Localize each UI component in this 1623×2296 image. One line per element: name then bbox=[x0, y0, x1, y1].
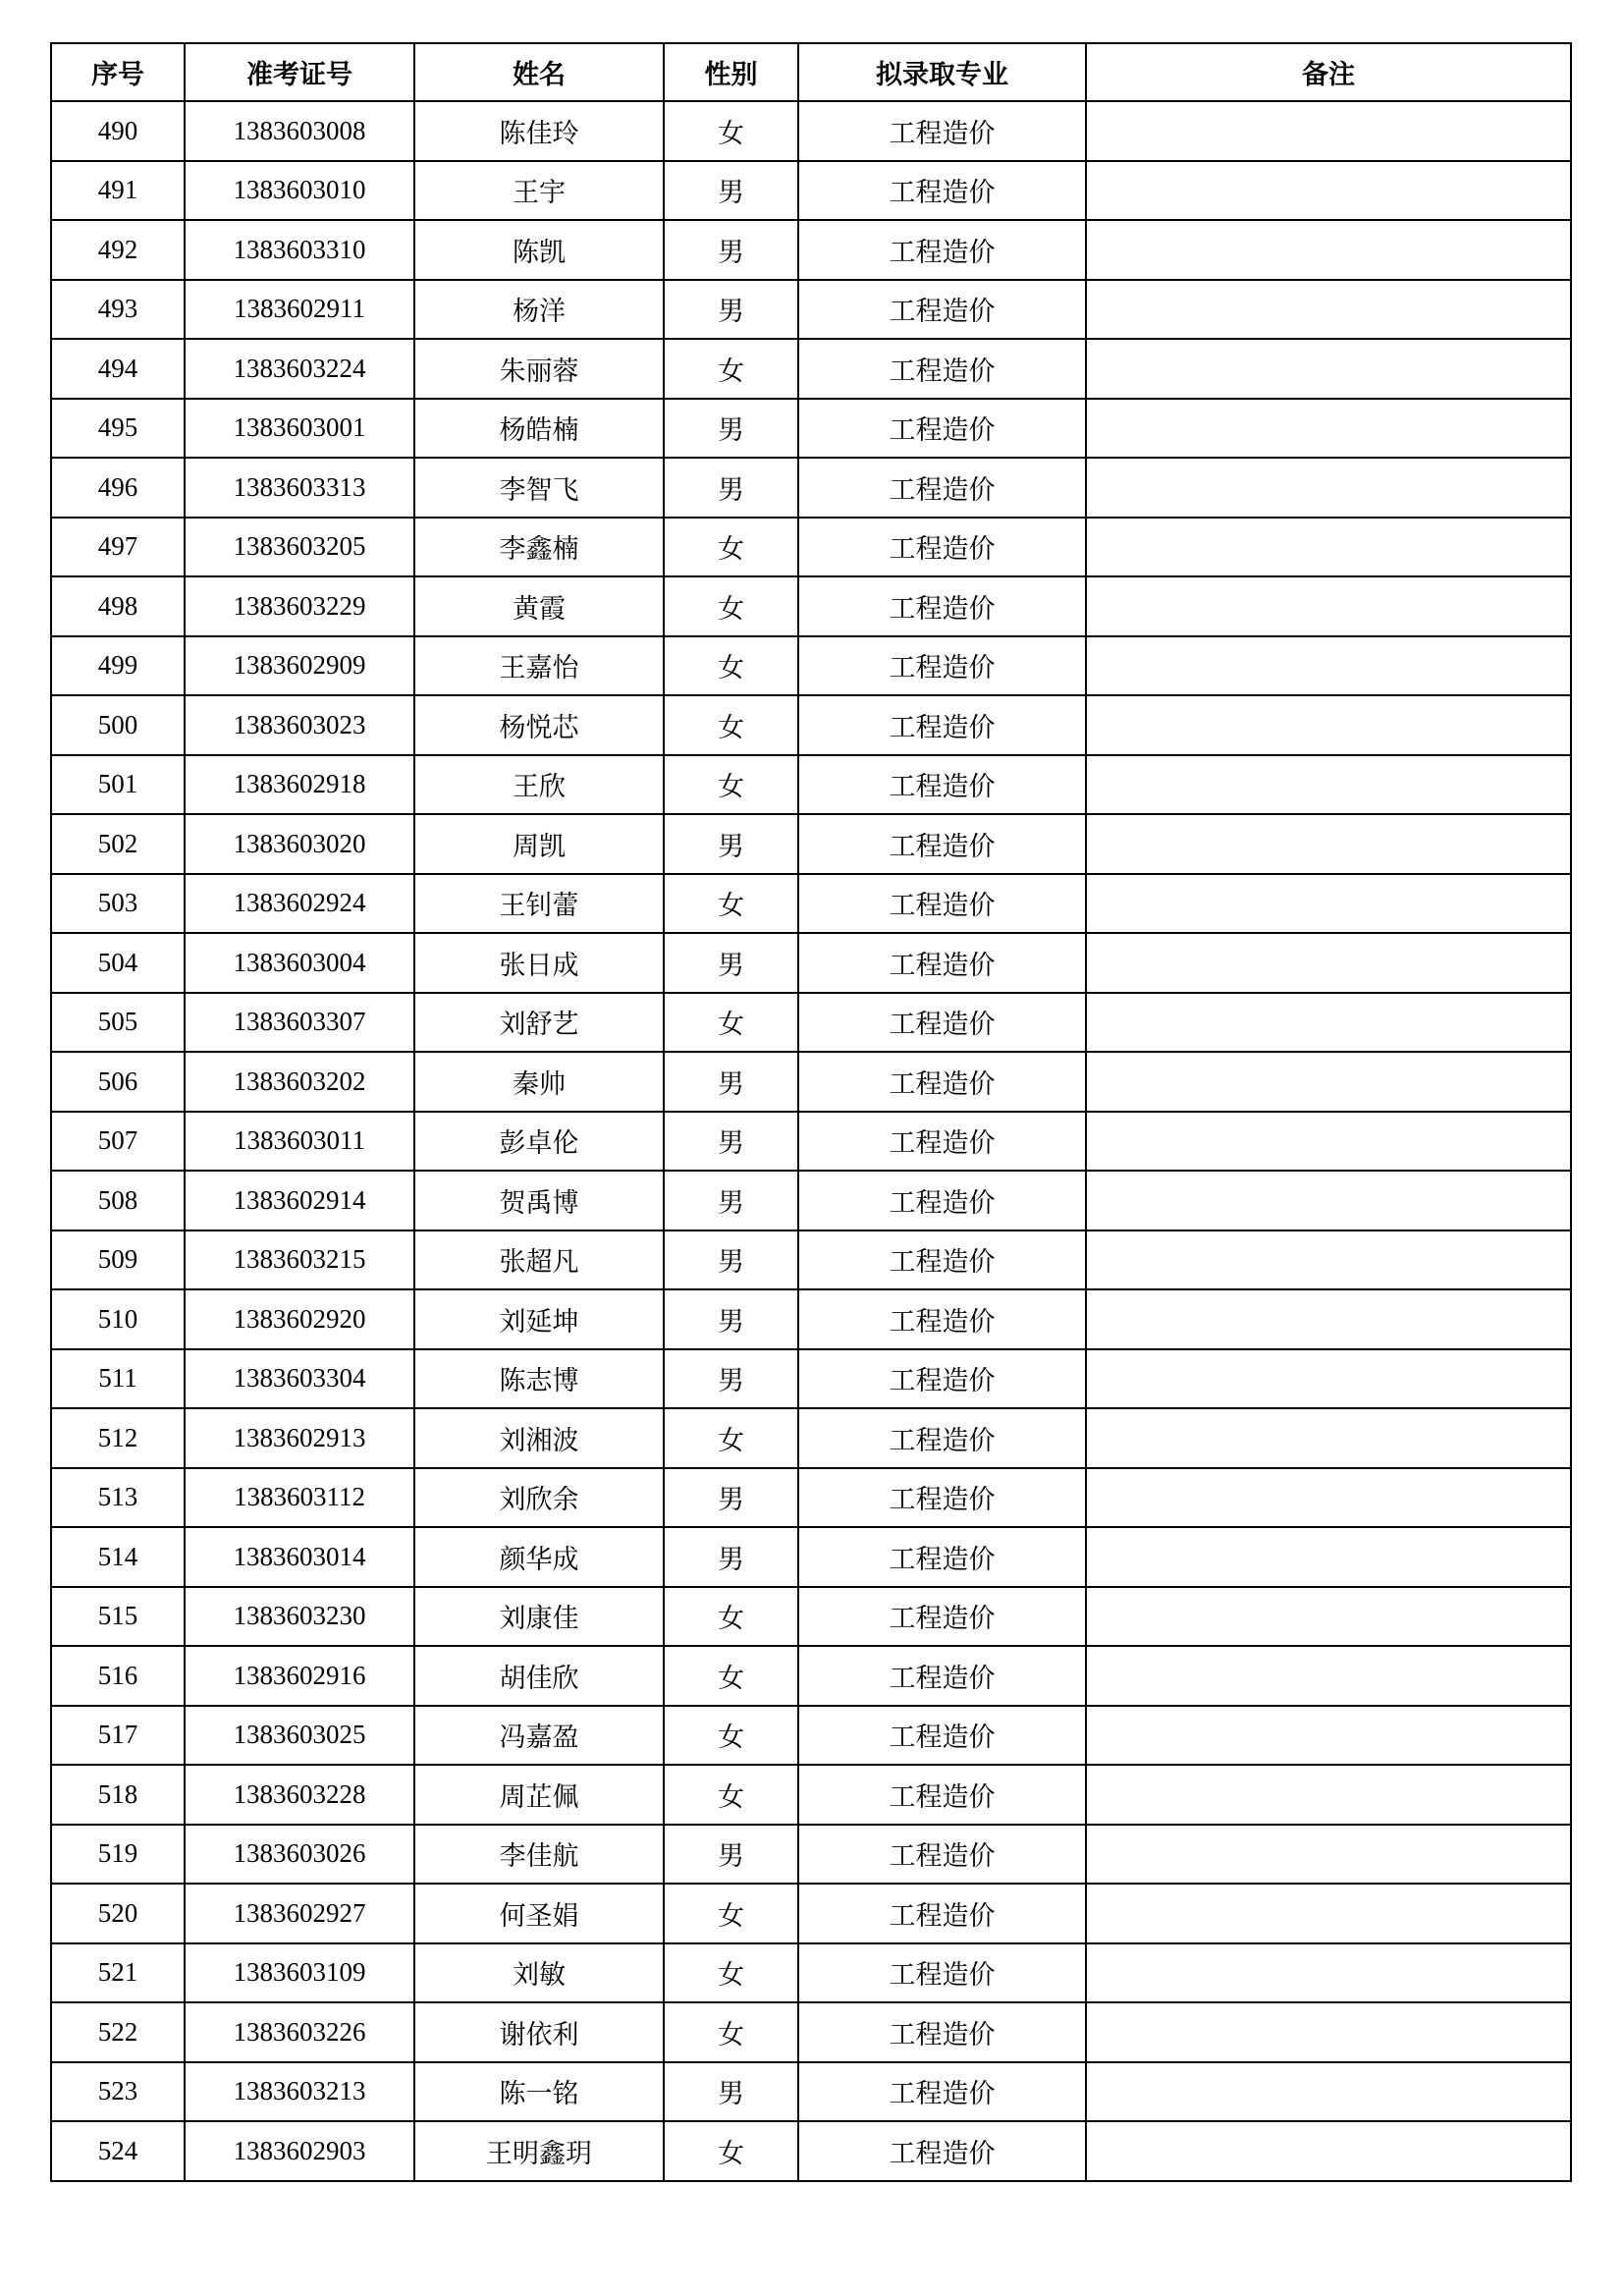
table-row bbox=[51, 1289, 1571, 1349]
cell-serial-no: 506 bbox=[51, 1052, 185, 1112]
cell-serial-no: 495 bbox=[51, 399, 185, 459]
cell-gender: 女 bbox=[664, 101, 798, 161]
cell-major: 工程造价 bbox=[798, 695, 1086, 755]
cell-name: 刘康佳 bbox=[414, 1587, 664, 1647]
cell-serial-no: 517 bbox=[51, 1706, 185, 1766]
table-row bbox=[51, 755, 1571, 815]
cell-serial-no: 521 bbox=[51, 1943, 185, 2003]
cell-serial-no: 513 bbox=[51, 1468, 185, 1528]
cell-major: 工程造价 bbox=[798, 458, 1086, 518]
cell-note bbox=[1086, 755, 1571, 815]
cell-name: 王宇 bbox=[414, 161, 664, 221]
cell-major: 工程造价 bbox=[798, 339, 1086, 399]
cell-major: 工程造价 bbox=[798, 1943, 1086, 2003]
cell-gender: 女 bbox=[664, 1765, 798, 1825]
cell-exam-id: 1383602911 bbox=[185, 280, 414, 340]
cell-major: 工程造价 bbox=[798, 1349, 1086, 1409]
cell-name: 杨洋 bbox=[414, 280, 664, 340]
cell-exam-id: 1383603215 bbox=[185, 1230, 414, 1290]
cell-name: 杨悦芯 bbox=[414, 695, 664, 755]
cell-major: 工程造价 bbox=[798, 220, 1086, 280]
cell-gender: 女 bbox=[664, 1706, 798, 1766]
cell-exam-id: 1383602913 bbox=[185, 1408, 414, 1468]
table-row bbox=[51, 814, 1571, 874]
cell-serial-no: 498 bbox=[51, 576, 185, 636]
cell-name: 周凯 bbox=[414, 814, 664, 874]
table-row bbox=[51, 1468, 1571, 1528]
cell-serial-no: 490 bbox=[51, 101, 185, 161]
cell-name: 颜华成 bbox=[414, 1527, 664, 1587]
cell-name: 陈一铭 bbox=[414, 2062, 664, 2122]
cell-name: 谢依利 bbox=[414, 2002, 664, 2062]
table-row bbox=[51, 1765, 1571, 1825]
table-row bbox=[51, 1052, 1571, 1112]
cell-serial-no: 503 bbox=[51, 874, 185, 934]
table-row bbox=[51, 933, 1571, 993]
cell-gender: 女 bbox=[664, 993, 798, 1053]
cell-exam-id: 1383603226 bbox=[185, 2002, 414, 2062]
cell-gender: 男 bbox=[664, 933, 798, 993]
table-body bbox=[51, 101, 1571, 2181]
cell-exam-id: 1383603008 bbox=[185, 101, 414, 161]
header-exam-id: 准考证号 bbox=[185, 43, 414, 101]
cell-note bbox=[1086, 1527, 1571, 1587]
cell-name: 朱丽蓉 bbox=[414, 339, 664, 399]
cell-exam-id: 1383603307 bbox=[185, 993, 414, 1053]
cell-note bbox=[1086, 1587, 1571, 1647]
cell-serial-no: 516 bbox=[51, 1646, 185, 1706]
table-row bbox=[51, 220, 1571, 280]
cell-note bbox=[1086, 1230, 1571, 1290]
cell-serial-no: 504 bbox=[51, 933, 185, 993]
cell-gender: 女 bbox=[664, 2002, 798, 2062]
cell-gender: 男 bbox=[664, 458, 798, 518]
cell-major: 工程造价 bbox=[798, 1289, 1086, 1349]
cell-major: 工程造价 bbox=[798, 933, 1086, 993]
cell-exam-id: 1383603228 bbox=[185, 1765, 414, 1825]
cell-name: 彭卓伦 bbox=[414, 1112, 664, 1172]
cell-major: 工程造价 bbox=[798, 874, 1086, 934]
cell-exam-id: 1383603014 bbox=[185, 1527, 414, 1587]
cell-major: 工程造价 bbox=[798, 636, 1086, 696]
cell-name: 刘湘波 bbox=[414, 1408, 664, 1468]
cell-major: 工程造价 bbox=[798, 1230, 1086, 1290]
cell-gender: 男 bbox=[664, 399, 798, 459]
header-major: 拟录取专业 bbox=[798, 43, 1086, 101]
cell-exam-id: 1383603109 bbox=[185, 1943, 414, 2003]
cell-major: 工程造价 bbox=[798, 755, 1086, 815]
cell-note bbox=[1086, 636, 1571, 696]
cell-note bbox=[1086, 1052, 1571, 1112]
cell-gender: 男 bbox=[664, 161, 798, 221]
admission-list-table bbox=[50, 42, 1572, 2182]
cell-note bbox=[1086, 518, 1571, 577]
cell-serial-no: 515 bbox=[51, 1587, 185, 1647]
cell-exam-id: 1383603205 bbox=[185, 518, 414, 577]
cell-exam-id: 1383602903 bbox=[185, 2121, 414, 2181]
cell-note bbox=[1086, 220, 1571, 280]
cell-name: 刘敏 bbox=[414, 1943, 664, 2003]
cell-serial-no: 518 bbox=[51, 1765, 185, 1825]
cell-gender: 男 bbox=[664, 1349, 798, 1409]
cell-name: 杨皓楠 bbox=[414, 399, 664, 459]
cell-note bbox=[1086, 1765, 1571, 1825]
cell-serial-no: 524 bbox=[51, 2121, 185, 2181]
cell-gender: 男 bbox=[664, 1527, 798, 1587]
cell-note bbox=[1086, 1408, 1571, 1468]
cell-major: 工程造价 bbox=[798, 161, 1086, 221]
cell-note bbox=[1086, 2121, 1571, 2181]
cell-serial-no: 520 bbox=[51, 1884, 185, 1943]
cell-serial-no: 499 bbox=[51, 636, 185, 696]
cell-major: 工程造价 bbox=[798, 576, 1086, 636]
cell-gender: 男 bbox=[664, 1230, 798, 1290]
table-row bbox=[51, 1943, 1571, 2003]
cell-serial-no: 492 bbox=[51, 220, 185, 280]
cell-name: 秦帅 bbox=[414, 1052, 664, 1112]
cell-serial-no: 510 bbox=[51, 1289, 185, 1349]
header-serial-no: 序号 bbox=[51, 43, 185, 101]
cell-major: 工程造价 bbox=[798, 1052, 1086, 1112]
cell-note bbox=[1086, 339, 1571, 399]
cell-note bbox=[1086, 280, 1571, 340]
cell-note bbox=[1086, 1884, 1571, 1943]
cell-name: 李佳航 bbox=[414, 1825, 664, 1885]
cell-serial-no: 508 bbox=[51, 1171, 185, 1230]
table-header-row bbox=[51, 43, 1571, 101]
header-name: 姓名 bbox=[414, 43, 664, 101]
cell-note bbox=[1086, 1706, 1571, 1766]
cell-note bbox=[1086, 1171, 1571, 1230]
table-row bbox=[51, 1587, 1571, 1647]
cell-gender: 女 bbox=[664, 1943, 798, 2003]
cell-note bbox=[1086, 1646, 1571, 1706]
table-row bbox=[51, 1706, 1571, 1766]
cell-name: 陈凯 bbox=[414, 220, 664, 280]
table-row bbox=[51, 1171, 1571, 1230]
cell-serial-no: 505 bbox=[51, 993, 185, 1053]
cell-note bbox=[1086, 2062, 1571, 2122]
cell-exam-id: 1383603011 bbox=[185, 1112, 414, 1172]
cell-gender: 男 bbox=[664, 1468, 798, 1528]
cell-major: 工程造价 bbox=[798, 280, 1086, 340]
cell-major: 工程造价 bbox=[798, 2121, 1086, 2181]
header-gender: 性别 bbox=[664, 43, 798, 101]
cell-exam-id: 1383602924 bbox=[185, 874, 414, 934]
cell-serial-no: 500 bbox=[51, 695, 185, 755]
cell-major: 工程造价 bbox=[798, 1408, 1086, 1468]
cell-gender: 女 bbox=[664, 1587, 798, 1647]
cell-exam-id: 1383603304 bbox=[185, 1349, 414, 1409]
cell-gender: 男 bbox=[664, 1825, 798, 1885]
cell-exam-id: 1383603112 bbox=[185, 1468, 414, 1528]
cell-major: 工程造价 bbox=[798, 1706, 1086, 1766]
cell-exam-id: 1383602920 bbox=[185, 1289, 414, 1349]
cell-exam-id: 1383603023 bbox=[185, 695, 414, 755]
cell-exam-id: 1383602927 bbox=[185, 1884, 414, 1943]
cell-name: 王钊蕾 bbox=[414, 874, 664, 934]
cell-major: 工程造价 bbox=[798, 1527, 1086, 1587]
cell-note bbox=[1086, 458, 1571, 518]
cell-exam-id: 1383603313 bbox=[185, 458, 414, 518]
cell-major: 工程造价 bbox=[798, 518, 1086, 577]
cell-exam-id: 1383603004 bbox=[185, 933, 414, 993]
cell-gender: 男 bbox=[664, 1052, 798, 1112]
cell-major: 工程造价 bbox=[798, 1171, 1086, 1230]
cell-gender: 女 bbox=[664, 1408, 798, 1468]
cell-name: 张日成 bbox=[414, 933, 664, 993]
cell-serial-no: 514 bbox=[51, 1527, 185, 1587]
cell-serial-no: 507 bbox=[51, 1112, 185, 1172]
table-row bbox=[51, 1527, 1571, 1587]
table-row bbox=[51, 576, 1571, 636]
cell-serial-no: 494 bbox=[51, 339, 185, 399]
cell-name: 刘欣余 bbox=[414, 1468, 664, 1528]
cell-exam-id: 1383603202 bbox=[185, 1052, 414, 1112]
table-row bbox=[51, 695, 1571, 755]
cell-exam-id: 1383603001 bbox=[185, 399, 414, 459]
cell-note bbox=[1086, 695, 1571, 755]
cell-gender: 女 bbox=[664, 339, 798, 399]
cell-major: 工程造价 bbox=[798, 1468, 1086, 1528]
cell-serial-no: 497 bbox=[51, 518, 185, 577]
cell-name: 张超凡 bbox=[414, 1230, 664, 1290]
cell-name: 贺禹博 bbox=[414, 1171, 664, 1230]
cell-major: 工程造价 bbox=[798, 1587, 1086, 1647]
cell-exam-id: 1383603213 bbox=[185, 2062, 414, 2122]
cell-name: 胡佳欣 bbox=[414, 1646, 664, 1706]
cell-major: 工程造价 bbox=[798, 101, 1086, 161]
cell-note bbox=[1086, 2002, 1571, 2062]
cell-gender: 男 bbox=[664, 814, 798, 874]
cell-note bbox=[1086, 101, 1571, 161]
cell-exam-id: 1383602909 bbox=[185, 636, 414, 696]
table-row bbox=[51, 1112, 1571, 1172]
cell-serial-no: 501 bbox=[51, 755, 185, 815]
cell-gender: 女 bbox=[664, 874, 798, 934]
table-row bbox=[51, 2002, 1571, 2062]
cell-serial-no: 522 bbox=[51, 2002, 185, 2062]
table-row bbox=[51, 1349, 1571, 1409]
cell-serial-no: 491 bbox=[51, 161, 185, 221]
cell-note bbox=[1086, 1943, 1571, 2003]
cell-major: 工程造价 bbox=[798, 814, 1086, 874]
table-row bbox=[51, 161, 1571, 221]
cell-note bbox=[1086, 576, 1571, 636]
cell-exam-id: 1383603310 bbox=[185, 220, 414, 280]
table-row bbox=[51, 1884, 1571, 1943]
table-row bbox=[51, 339, 1571, 399]
header-note: 备注 bbox=[1086, 43, 1571, 101]
cell-exam-id: 1383602914 bbox=[185, 1171, 414, 1230]
table-row bbox=[51, 280, 1571, 340]
cell-gender: 女 bbox=[664, 1646, 798, 1706]
cell-name: 周芷佩 bbox=[414, 1765, 664, 1825]
cell-exam-id: 1383603025 bbox=[185, 1706, 414, 1766]
cell-serial-no: 523 bbox=[51, 2062, 185, 2122]
cell-name: 陈佳玲 bbox=[414, 101, 664, 161]
cell-name: 陈志博 bbox=[414, 1349, 664, 1409]
cell-exam-id: 1383602916 bbox=[185, 1646, 414, 1706]
cell-major: 工程造价 bbox=[798, 1884, 1086, 1943]
cell-gender: 男 bbox=[664, 1171, 798, 1230]
table-row bbox=[51, 993, 1571, 1053]
cell-name: 何圣娟 bbox=[414, 1884, 664, 1943]
cell-note bbox=[1086, 1289, 1571, 1349]
cell-exam-id: 1383603020 bbox=[185, 814, 414, 874]
table-row bbox=[51, 518, 1571, 577]
cell-name: 王欣 bbox=[414, 755, 664, 815]
cell-serial-no: 519 bbox=[51, 1825, 185, 1885]
cell-note bbox=[1086, 993, 1571, 1053]
cell-name: 黄霞 bbox=[414, 576, 664, 636]
cell-note bbox=[1086, 933, 1571, 993]
cell-major: 工程造价 bbox=[798, 993, 1086, 1053]
cell-gender: 男 bbox=[664, 1112, 798, 1172]
cell-gender: 女 bbox=[664, 755, 798, 815]
cell-major: 工程造价 bbox=[798, 1646, 1086, 1706]
cell-gender: 女 bbox=[664, 576, 798, 636]
cell-serial-no: 502 bbox=[51, 814, 185, 874]
cell-major: 工程造价 bbox=[798, 1765, 1086, 1825]
cell-exam-id: 1383603230 bbox=[185, 1587, 414, 1647]
cell-name: 冯嘉盈 bbox=[414, 1706, 664, 1766]
cell-name: 刘延坤 bbox=[414, 1289, 664, 1349]
cell-note bbox=[1086, 1468, 1571, 1528]
table-row bbox=[51, 1646, 1571, 1706]
table-row bbox=[51, 1230, 1571, 1290]
cell-major: 工程造价 bbox=[798, 2062, 1086, 2122]
cell-exam-id: 1383603229 bbox=[185, 576, 414, 636]
cell-major: 工程造价 bbox=[798, 2002, 1086, 2062]
table-row bbox=[51, 636, 1571, 696]
cell-exam-id: 1383603224 bbox=[185, 339, 414, 399]
cell-note bbox=[1086, 874, 1571, 934]
cell-exam-id: 1383602918 bbox=[185, 755, 414, 815]
cell-note bbox=[1086, 1112, 1571, 1172]
cell-gender: 男 bbox=[664, 280, 798, 340]
cell-name: 王嘉怡 bbox=[414, 636, 664, 696]
cell-gender: 男 bbox=[664, 220, 798, 280]
cell-exam-id: 1383603026 bbox=[185, 1825, 414, 1885]
table-row bbox=[51, 399, 1571, 459]
cell-serial-no: 511 bbox=[51, 1349, 185, 1409]
cell-major: 工程造价 bbox=[798, 399, 1086, 459]
table-row bbox=[51, 458, 1571, 518]
cell-gender: 男 bbox=[664, 2062, 798, 2122]
cell-serial-no: 512 bbox=[51, 1408, 185, 1468]
cell-major: 工程造价 bbox=[798, 1825, 1086, 1885]
table-row bbox=[51, 874, 1571, 934]
cell-note bbox=[1086, 814, 1571, 874]
cell-serial-no: 493 bbox=[51, 280, 185, 340]
cell-name: 李鑫楠 bbox=[414, 518, 664, 577]
cell-note bbox=[1086, 399, 1571, 459]
table-row bbox=[51, 101, 1571, 161]
cell-name: 王明鑫玥 bbox=[414, 2121, 664, 2181]
cell-serial-no: 496 bbox=[51, 458, 185, 518]
cell-name: 刘舒艺 bbox=[414, 993, 664, 1053]
cell-major: 工程造价 bbox=[798, 1112, 1086, 1172]
cell-gender: 女 bbox=[664, 1884, 798, 1943]
cell-exam-id: 1383603010 bbox=[185, 161, 414, 221]
table-row bbox=[51, 1408, 1571, 1468]
cell-gender: 女 bbox=[664, 695, 798, 755]
cell-gender: 女 bbox=[664, 636, 798, 696]
cell-note bbox=[1086, 161, 1571, 221]
table-row bbox=[51, 2121, 1571, 2181]
table-row bbox=[51, 2062, 1571, 2122]
cell-gender: 男 bbox=[664, 1289, 798, 1349]
table-row bbox=[51, 1825, 1571, 1885]
cell-note bbox=[1086, 1825, 1571, 1885]
cell-gender: 女 bbox=[664, 518, 798, 577]
cell-gender: 女 bbox=[664, 2121, 798, 2181]
cell-name: 李智飞 bbox=[414, 458, 664, 518]
cell-serial-no: 509 bbox=[51, 1230, 185, 1290]
cell-note bbox=[1086, 1349, 1571, 1409]
